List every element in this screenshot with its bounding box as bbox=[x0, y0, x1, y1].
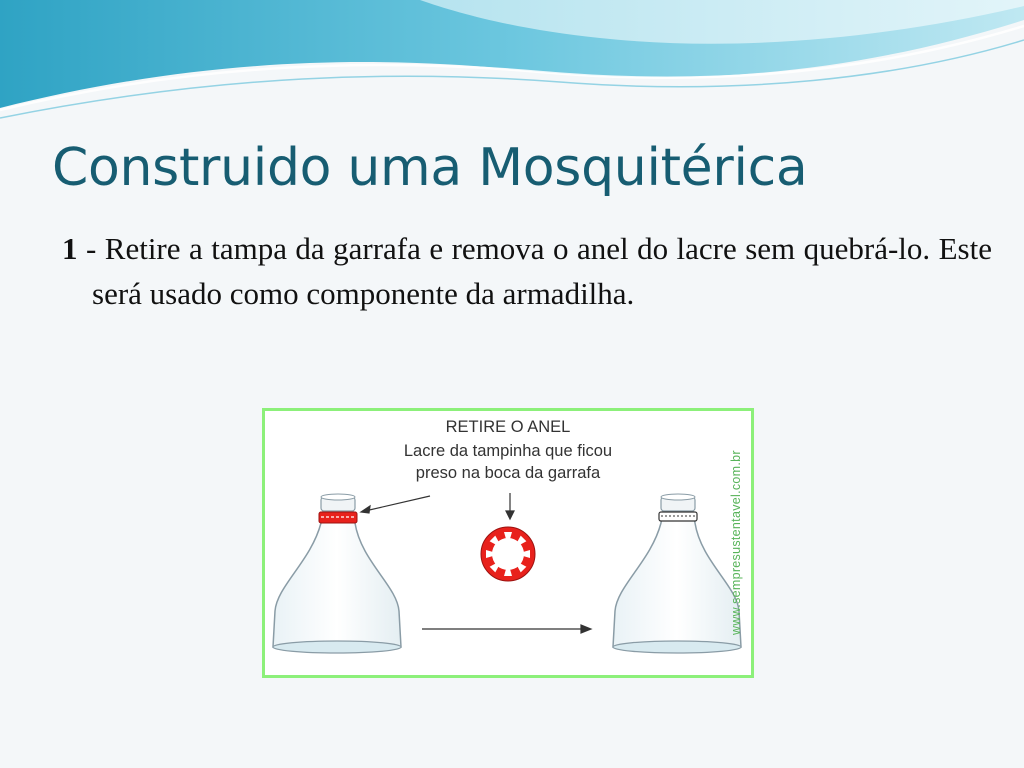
bottle-without-seal-icon bbox=[613, 494, 741, 653]
figure-caption-line2: preso na boca da garrafa bbox=[415, 464, 601, 482]
step-text: Retire a tampa da garrafa e remova o anel do lacre sem quebrá-lo. Este será usado como componente da armadilha. bbox=[92, 231, 992, 311]
arrow-to-seal-icon bbox=[361, 496, 430, 513]
arrow-to-ring-icon bbox=[506, 493, 514, 519]
seal-ring-icon bbox=[481, 527, 535, 581]
slide-title: Construido uma Mosquitérica bbox=[52, 138, 808, 198]
decorative-wave-header bbox=[0, 0, 1024, 130]
arrow-right-icon bbox=[422, 625, 591, 633]
instruction-figure bbox=[262, 408, 754, 678]
figure-heading: RETIRE O ANEL bbox=[445, 418, 571, 436]
step-number: 1 bbox=[62, 231, 78, 266]
step-separator: - bbox=[77, 231, 105, 266]
bottle-with-seal-icon bbox=[273, 494, 401, 653]
step-paragraph bbox=[62, 226, 992, 316]
figure-caption-line1: Lacre da tampinha que ficou bbox=[403, 442, 613, 460]
figure-watermark: www.sempresustentavel.com.br bbox=[729, 450, 743, 635]
